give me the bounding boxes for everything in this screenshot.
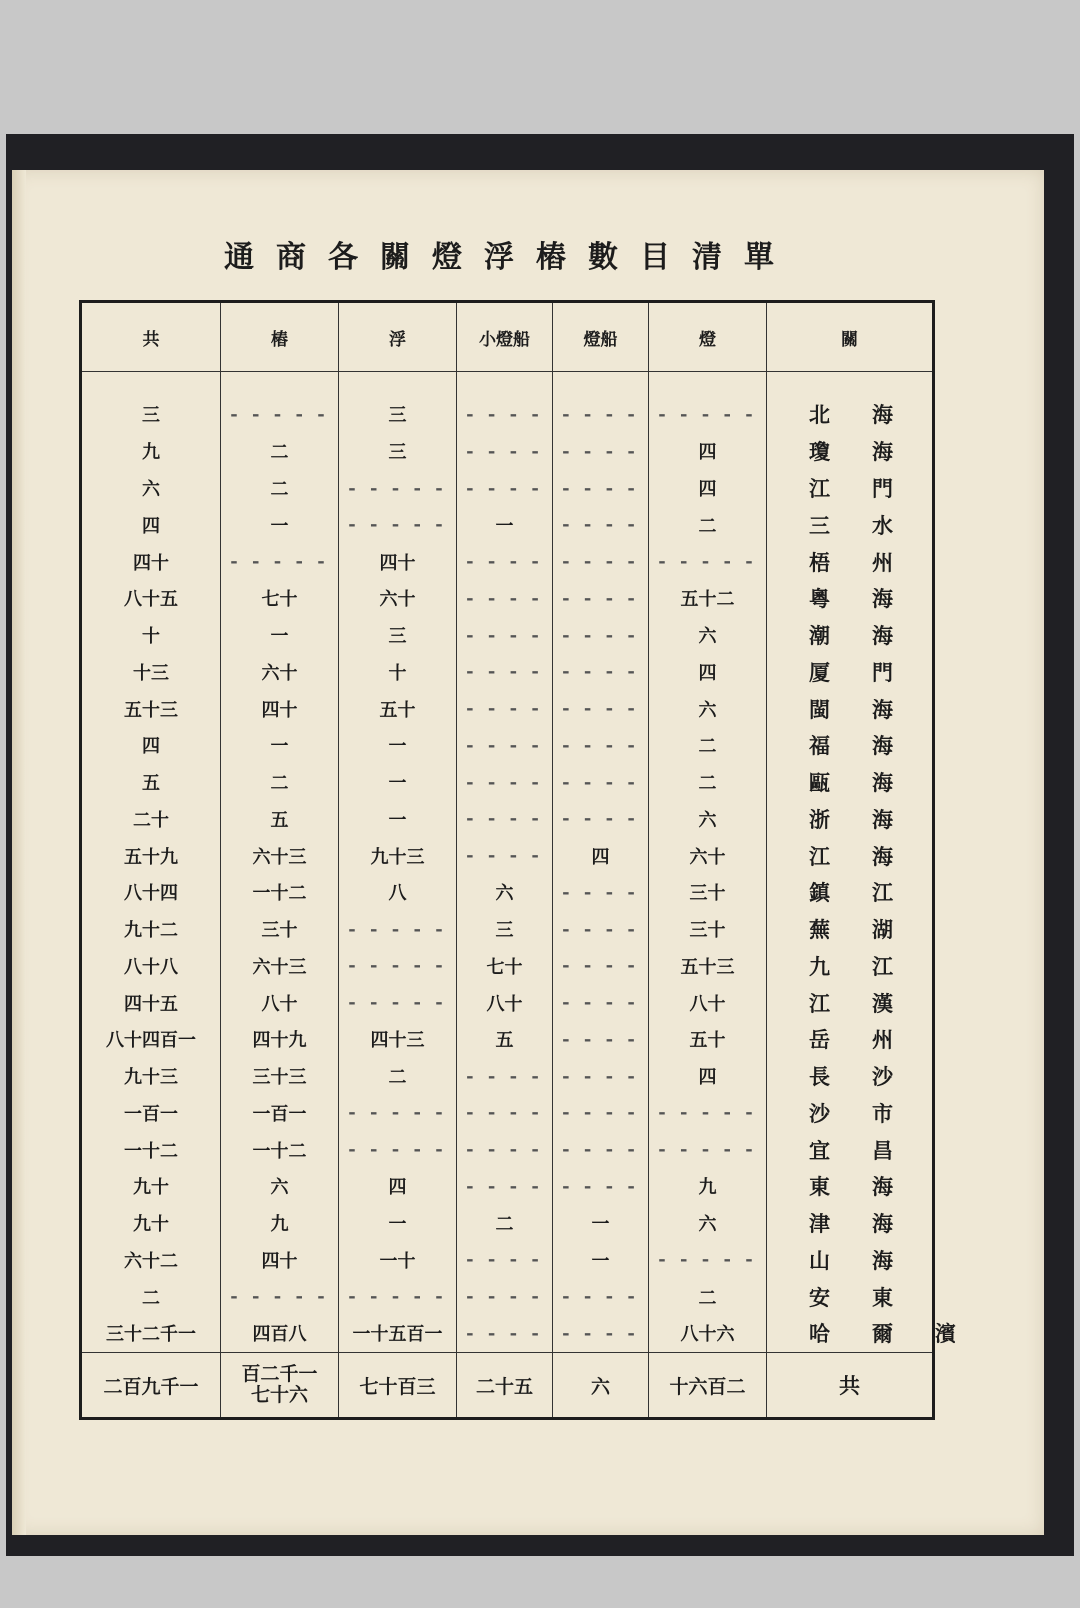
table-row bbox=[81, 1094, 934, 1131]
cell-customs: 蕪湖 bbox=[767, 911, 934, 948]
cell-total: 二 bbox=[81, 1278, 221, 1315]
cell-customs: 長沙 bbox=[767, 1058, 934, 1095]
cell-total: 九十三 bbox=[81, 1058, 221, 1095]
table-row bbox=[81, 433, 934, 470]
cell-pile: 八十 bbox=[221, 984, 339, 1021]
cell-customs: 岳州 bbox=[767, 1021, 934, 1058]
cell-lightship: - - - - bbox=[553, 1021, 649, 1058]
cell-lightship: - - - - bbox=[553, 800, 649, 837]
table-row bbox=[81, 1168, 934, 1205]
cell-pile: - - - - - bbox=[221, 1278, 339, 1315]
cell-pile: 三十 bbox=[221, 911, 339, 948]
header-buoy: 浮 bbox=[339, 302, 457, 372]
cell-lamp: - - - - - bbox=[649, 543, 767, 580]
page-binding-edge bbox=[12, 170, 26, 1535]
cell-customs: 東海 bbox=[767, 1168, 934, 1205]
cell-customs: 鎮江 bbox=[767, 874, 934, 911]
cell-total: 四十 bbox=[81, 543, 221, 580]
cell-total: 九 bbox=[81, 433, 221, 470]
cell-pile: 四百八 bbox=[221, 1315, 339, 1353]
header-small-lightship: 小燈船 bbox=[457, 302, 553, 372]
cell-buoy: 六十 bbox=[339, 580, 457, 617]
cell-pile: 一 bbox=[221, 617, 339, 654]
cell-small-lightship: - - - - bbox=[457, 653, 553, 690]
table-row bbox=[81, 1131, 934, 1168]
table-row bbox=[81, 580, 934, 617]
table-row bbox=[81, 764, 934, 801]
table-row bbox=[81, 543, 934, 580]
cell-customs: 九江 bbox=[767, 947, 934, 984]
cell-pile: 四十 bbox=[221, 690, 339, 727]
cell-pile: 二 bbox=[221, 470, 339, 507]
cell-small-lightship: - - - - bbox=[457, 1241, 553, 1278]
cell-total: 九十 bbox=[81, 1168, 221, 1205]
cell-pile: - - - - - bbox=[221, 372, 339, 433]
cell-total: 九十 bbox=[81, 1205, 221, 1242]
table-row bbox=[81, 837, 934, 874]
cell-customs: 粵海 bbox=[767, 580, 934, 617]
cell-small-lightship: 一 bbox=[457, 506, 553, 543]
cell-lightship: - - - - bbox=[553, 947, 649, 984]
cell-lightship: 一 bbox=[553, 1241, 649, 1278]
cell-total: 四十五 bbox=[81, 984, 221, 1021]
cell-lightship: - - - - bbox=[553, 984, 649, 1021]
cell-buoy: 一 bbox=[339, 800, 457, 837]
cell-buoy: 八 bbox=[339, 874, 457, 911]
cell-total: 五 bbox=[81, 764, 221, 801]
cell-lightship: - - - - bbox=[553, 617, 649, 654]
cell-pile: 六十 bbox=[221, 653, 339, 690]
cell-small-lightship: - - - - bbox=[457, 372, 553, 433]
cell-customs: 哈爾濱 bbox=[767, 1315, 934, 1353]
cell-lightship: - - - - bbox=[553, 470, 649, 507]
cell-buoy: - - - - - bbox=[339, 947, 457, 984]
cell-customs: 三水 bbox=[767, 506, 934, 543]
cell-small-lightship: - - - - bbox=[457, 1094, 553, 1131]
header-lightship: 燈船 bbox=[553, 302, 649, 372]
cell-lamp: 二 bbox=[649, 727, 767, 764]
cell-pile: 七十 bbox=[221, 580, 339, 617]
table-row bbox=[81, 874, 934, 911]
cell-lamp: 二 bbox=[649, 1278, 767, 1315]
cell-customs: 江漢 bbox=[767, 984, 934, 1021]
cell-buoy: 十 bbox=[339, 653, 457, 690]
cell-total: 九十二 bbox=[81, 911, 221, 948]
cell-pile: 一 bbox=[221, 727, 339, 764]
cell-pile: 一十二 bbox=[221, 1131, 339, 1168]
cell-lamp: 三十 bbox=[649, 911, 767, 948]
cell-pile: 四十 bbox=[221, 1241, 339, 1278]
cell-customs: 閩海 bbox=[767, 690, 934, 727]
cell-customs: 沙市 bbox=[767, 1094, 934, 1131]
cell-pile: 四十九 bbox=[221, 1021, 339, 1058]
table-row bbox=[81, 727, 934, 764]
cell-pile: 九 bbox=[221, 1205, 339, 1242]
cell-lamp: 六十 bbox=[649, 837, 767, 874]
cell-small-lightship: 五 bbox=[457, 1021, 553, 1058]
cell-small-lightship: - - - - bbox=[457, 690, 553, 727]
cell-lightship: - - - - bbox=[553, 764, 649, 801]
cell-buoy: 二 bbox=[339, 1058, 457, 1095]
cell-customs: 厦門 bbox=[767, 653, 934, 690]
cell-lamp: 三十 bbox=[649, 874, 767, 911]
document-title: 通商各關燈浮樁數目清單 bbox=[224, 240, 796, 275]
cell-lightship: - - - - bbox=[553, 690, 649, 727]
cell-small-lightship: - - - - bbox=[457, 1131, 553, 1168]
table-row bbox=[81, 690, 934, 727]
cell-total: 一十二 bbox=[81, 1131, 221, 1168]
cell-total: 八十五 bbox=[81, 580, 221, 617]
table-row bbox=[81, 1021, 934, 1058]
cell-lamp: 五十三 bbox=[649, 947, 767, 984]
cell-buoy: 四十三 bbox=[339, 1021, 457, 1058]
cell-buoy: - - - - - bbox=[339, 506, 457, 543]
cell-pile: 二 bbox=[221, 764, 339, 801]
cell-lamp: - - - - - bbox=[649, 1094, 767, 1131]
table-row bbox=[81, 911, 934, 948]
table-row bbox=[81, 1241, 934, 1278]
header-lamp: 燈 bbox=[649, 302, 767, 372]
cell-customs: 北海 bbox=[767, 372, 934, 433]
cell-lightship: - - - - bbox=[553, 372, 649, 433]
cell-small-lightship: 三 bbox=[457, 911, 553, 948]
cell-total: 一百一 bbox=[81, 1094, 221, 1131]
cell-lamp: 八十六 bbox=[649, 1315, 767, 1353]
table-row bbox=[81, 1315, 934, 1353]
cell-small-lightship: - - - - bbox=[457, 433, 553, 470]
cell-pile: 六十三 bbox=[221, 837, 339, 874]
cell-total: 二十 bbox=[81, 800, 221, 837]
cell-lightship: - - - - bbox=[553, 727, 649, 764]
cell-lightship: - - - - bbox=[553, 543, 649, 580]
cell-pile: 一 bbox=[221, 506, 339, 543]
cell-lamp: 五十 bbox=[649, 1021, 767, 1058]
cell-buoy: 一十 bbox=[339, 1241, 457, 1278]
cell-buoy: 三 bbox=[339, 433, 457, 470]
cell-buoy: 一 bbox=[339, 727, 457, 764]
cell-total: 五十三 bbox=[81, 690, 221, 727]
cell-lamp: 四 bbox=[649, 1058, 767, 1095]
cell-customs: 宜昌 bbox=[767, 1131, 934, 1168]
cell-small-lightship: - - - - bbox=[457, 800, 553, 837]
cell-total: 三十二千一 bbox=[81, 1315, 221, 1353]
header-pile: 樁 bbox=[221, 302, 339, 372]
cell-lightship: - - - - bbox=[553, 580, 649, 617]
cell-small-lightship: - - - - bbox=[457, 617, 553, 654]
cell-customs: 福海 bbox=[767, 727, 934, 764]
cell-lightship: 四 bbox=[553, 837, 649, 874]
cell-buoy: 一 bbox=[339, 1205, 457, 1242]
cell-buoy: 三 bbox=[339, 617, 457, 654]
totals-lamp: 十六百二 bbox=[649, 1353, 767, 1419]
cell-total: 十 bbox=[81, 617, 221, 654]
cell-customs: 浙海 bbox=[767, 800, 934, 837]
cell-small-lightship: - - - - bbox=[457, 543, 553, 580]
cell-small-lightship: 八十 bbox=[457, 984, 553, 1021]
cell-lamp: 四 bbox=[649, 470, 767, 507]
cell-lightship: 一 bbox=[553, 1205, 649, 1242]
cell-lamp: - - - - - bbox=[649, 1131, 767, 1168]
cell-small-lightship: - - - - bbox=[457, 1278, 553, 1315]
cell-lamp: 六 bbox=[649, 690, 767, 727]
cell-customs: 江海 bbox=[767, 837, 934, 874]
cell-total: 四 bbox=[81, 727, 221, 764]
cell-lamp: 四 bbox=[649, 653, 767, 690]
table-row bbox=[81, 1058, 934, 1095]
totals-lightship: 六 bbox=[553, 1353, 649, 1419]
cell-total: 六 bbox=[81, 470, 221, 507]
totals-row bbox=[81, 1353, 934, 1419]
table-row bbox=[81, 947, 934, 984]
cell-lightship: - - - - bbox=[553, 1278, 649, 1315]
cell-customs: 江門 bbox=[767, 470, 934, 507]
totals-total: 二百九千一 bbox=[81, 1353, 221, 1419]
cell-total: 三 bbox=[81, 372, 221, 433]
cell-small-lightship: - - - - bbox=[457, 1058, 553, 1095]
cell-buoy: - - - - - bbox=[339, 470, 457, 507]
cell-customs: 瓊海 bbox=[767, 433, 934, 470]
cell-small-lightship: 七十 bbox=[457, 947, 553, 984]
cell-buoy: - - - - - bbox=[339, 1131, 457, 1168]
cell-total: 八十八 bbox=[81, 947, 221, 984]
cell-small-lightship: - - - - bbox=[457, 580, 553, 617]
table-row bbox=[81, 372, 934, 433]
cell-lamp: 六 bbox=[649, 1205, 767, 1242]
cell-buoy: - - - - - bbox=[339, 1094, 457, 1131]
cell-lightship: - - - - bbox=[553, 911, 649, 948]
cell-pile: 一十二 bbox=[221, 874, 339, 911]
cell-lightship: - - - - bbox=[553, 1094, 649, 1131]
cell-total: 四 bbox=[81, 506, 221, 543]
table-row bbox=[81, 800, 934, 837]
cell-pile: 五 bbox=[221, 800, 339, 837]
table-row bbox=[81, 506, 934, 543]
cell-lamp: - - - - - bbox=[649, 372, 767, 433]
cell-pile: 二 bbox=[221, 433, 339, 470]
cell-lightship: - - - - bbox=[553, 1058, 649, 1095]
totals-buoy: 七十百三 bbox=[339, 1353, 457, 1419]
cell-small-lightship: - - - - bbox=[457, 837, 553, 874]
cell-buoy: 三 bbox=[339, 372, 457, 433]
lighthouse-buoy-table bbox=[79, 300, 998, 1420]
cell-total: 八十四百一 bbox=[81, 1021, 221, 1058]
cell-customs: 潮海 bbox=[767, 617, 934, 654]
cell-lamp: 四 bbox=[649, 433, 767, 470]
cell-pile: - - - - - bbox=[221, 543, 339, 580]
cell-total: 八十四 bbox=[81, 874, 221, 911]
cell-buoy: 九十三 bbox=[339, 837, 457, 874]
cell-lamp: 五十二 bbox=[649, 580, 767, 617]
cell-customs: 梧州 bbox=[767, 543, 934, 580]
cell-lightship: - - - - bbox=[553, 874, 649, 911]
cell-lamp: 二 bbox=[649, 506, 767, 543]
cell-small-lightship: - - - - bbox=[457, 470, 553, 507]
cell-small-lightship: - - - - bbox=[457, 1168, 553, 1205]
cell-small-lightship: - - - - bbox=[457, 764, 553, 801]
table-row bbox=[81, 617, 934, 654]
cell-lamp: 六 bbox=[649, 800, 767, 837]
cell-lamp: - - - - - bbox=[649, 1241, 767, 1278]
cell-small-lightship: 二 bbox=[457, 1205, 553, 1242]
cell-lightship: - - - - bbox=[553, 1131, 649, 1168]
table-row bbox=[81, 653, 934, 690]
cell-customs: 山海 bbox=[767, 1241, 934, 1278]
cell-lightship: - - - - bbox=[553, 653, 649, 690]
cell-total: 六十二 bbox=[81, 1241, 221, 1278]
cell-buoy: - - - - - bbox=[339, 1278, 457, 1315]
table-row bbox=[81, 1278, 934, 1315]
totals-small-lightship: 二十五 bbox=[457, 1353, 553, 1419]
cell-total: 五十九 bbox=[81, 837, 221, 874]
cell-customs: 甌海 bbox=[767, 764, 934, 801]
cell-small-lightship: 六 bbox=[457, 874, 553, 911]
cell-pile: 三十三 bbox=[221, 1058, 339, 1095]
cell-buoy: 四十 bbox=[339, 543, 457, 580]
cell-lamp: 二 bbox=[649, 764, 767, 801]
table-row bbox=[81, 470, 934, 507]
cell-lightship: - - - - bbox=[553, 1315, 649, 1353]
header-total: 共 bbox=[81, 302, 221, 372]
cell-buoy: - - - - - bbox=[339, 984, 457, 1021]
totals-pile: 百二千一七十六 bbox=[221, 1353, 339, 1419]
header-customs: 關 bbox=[767, 302, 934, 372]
cell-lightship: - - - - bbox=[553, 1168, 649, 1205]
cell-customs: 安東 bbox=[767, 1278, 934, 1315]
table-row bbox=[81, 984, 934, 1021]
cell-buoy: 五十 bbox=[339, 690, 457, 727]
cell-pile: 一百一 bbox=[221, 1094, 339, 1131]
cell-buoy: 四 bbox=[339, 1168, 457, 1205]
cell-lightship: - - - - bbox=[553, 506, 649, 543]
cell-pile: 六十三 bbox=[221, 947, 339, 984]
cell-total: 十三 bbox=[81, 653, 221, 690]
cell-lightship: - - - - bbox=[553, 433, 649, 470]
cell-buoy: 一十五百一 bbox=[339, 1315, 457, 1353]
cell-pile: 六 bbox=[221, 1168, 339, 1205]
cell-buoy: 一 bbox=[339, 764, 457, 801]
cell-lamp: 八十 bbox=[649, 984, 767, 1021]
cell-small-lightship: - - - - bbox=[457, 727, 553, 764]
cell-small-lightship: - - - - bbox=[457, 1315, 553, 1353]
cell-lamp: 九 bbox=[649, 1168, 767, 1205]
cell-lamp: 六 bbox=[649, 617, 767, 654]
cell-customs: 津海 bbox=[767, 1205, 934, 1242]
cell-buoy: - - - - - bbox=[339, 911, 457, 948]
table-row bbox=[81, 1205, 934, 1242]
totals-label: 共 bbox=[767, 1353, 934, 1419]
table-header-row bbox=[81, 302, 934, 372]
